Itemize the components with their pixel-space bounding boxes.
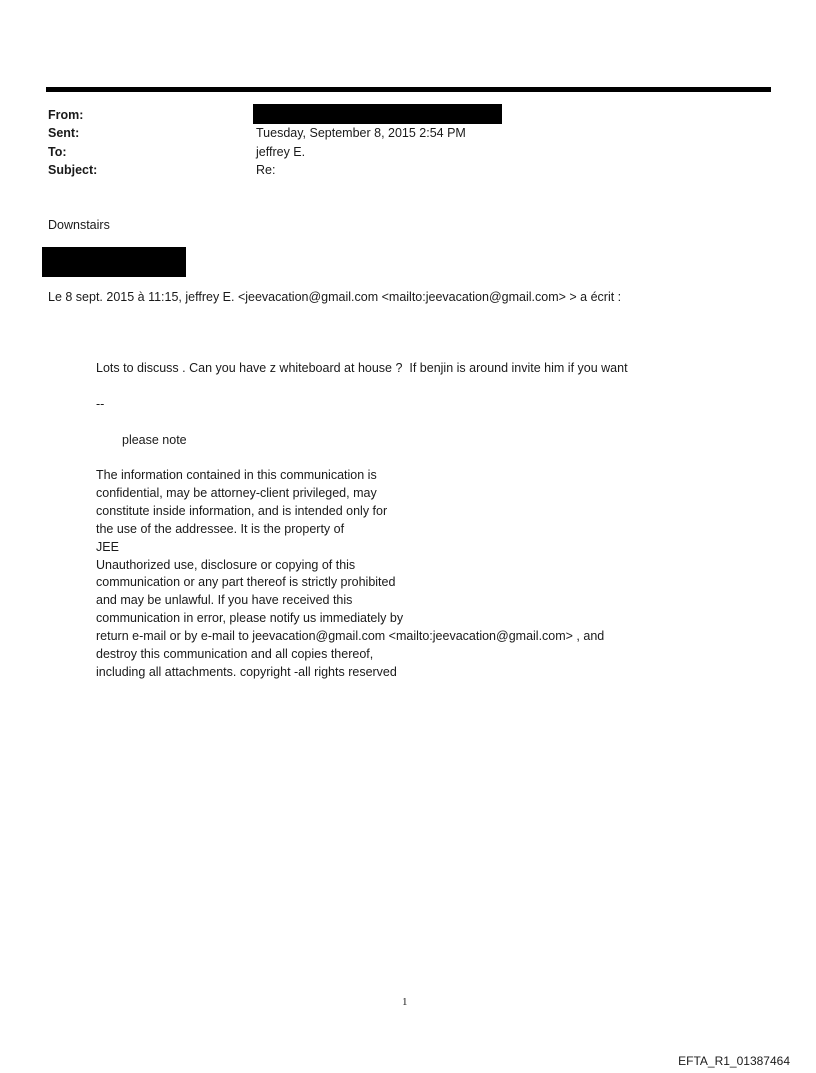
to-label: To: bbox=[48, 145, 67, 159]
disclaimer-line: the use of the addressee. It is the property of bbox=[96, 521, 345, 536]
page-number: 1 bbox=[402, 996, 408, 1008]
document-id: EFTA_R1_01387464 bbox=[678, 1054, 790, 1068]
disclaimer-line: communication in error, please notify us immediately by bbox=[96, 611, 404, 626]
disclaimer-line: constitute inside information, and is intended only for bbox=[96, 503, 388, 518]
reply-text: Downstairs bbox=[48, 218, 110, 232]
quote-header: Le 8 sept. 2015 à 11:15, jeffrey E. <jeevacation@gmail.com <mailto:jeevacation@gmail.com> > a écrit : bbox=[48, 290, 622, 304]
disclaimer-line: The information contained in this communication is bbox=[96, 468, 377, 482]
quoted-message: Lots to discuss . Can you have z whiteboard at house ? If benjin is around invite him if you want bbox=[96, 361, 628, 375]
sent-label: Sent: bbox=[48, 126, 80, 140]
disclaimer-line: Unauthorized use, disclosure or copying of this bbox=[96, 557, 356, 572]
subject-label: Subject: bbox=[48, 163, 98, 177]
disclaimer-line: destroy this communication and all copies thereof, bbox=[96, 647, 374, 662]
disclaimer-line: communication or any part thereof is strictly prohibited bbox=[96, 575, 396, 590]
sent-value: Tuesday, September 8, 2015 2:54 PM bbox=[256, 126, 466, 140]
disclaimer-line: return e-mail or by e-mail to jeevacation@gmail.com <mailto:jeevacation@gmail.com> , and bbox=[96, 629, 605, 644]
disclaimer bbox=[96, 467, 604, 682]
subject-value: Re: bbox=[256, 163, 276, 177]
disclaimer-line: JEE bbox=[96, 539, 119, 554]
signature-redaction bbox=[42, 247, 186, 277]
header-rule bbox=[46, 87, 771, 92]
signature-separator: -- bbox=[96, 397, 105, 411]
disclaimer-line: including all attachments. copyright -all rights reserved bbox=[96, 664, 397, 679]
please-note: please note bbox=[122, 433, 187, 447]
to-value: jeffrey E. bbox=[256, 145, 306, 159]
disclaimer-line: confidential, may be attorney-client privileged, may bbox=[96, 485, 377, 500]
disclaimer-line: and may be unlawful. If you have received this bbox=[96, 593, 353, 608]
from-label: From: bbox=[48, 108, 84, 122]
from-redaction bbox=[253, 104, 502, 124]
